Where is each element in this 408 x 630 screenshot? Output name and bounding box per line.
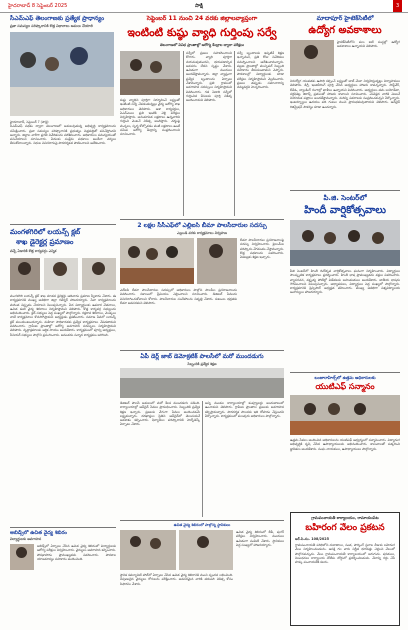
photo-hindi-event <box>290 220 400 266</box>
page-number: 3 <box>393 0 402 12</box>
body-right1-side: హైటెక్‌సిటీలోని పలు ఐటీ సంస్థల్లో ఉద్యోగ అవకాశాలు ఉన్నాయని తెలిపారు. <box>337 40 400 49</box>
divider <box>120 520 284 521</box>
subhead-mid: ఎల్లుండి వరకు కార్యక్రమాలు నిర్వహణ <box>177 231 227 235</box>
headline-mid: 2 లక్షల సీసీఎఫ్‌లో ఎల్లిఐసి బీమా పాలసీదారుల సదస్సు <box>137 222 267 229</box>
masthead: సాక్షి <box>195 3 203 9</box>
headline2-right2: హిందీ వార్షికోత్సవాలు <box>304 205 386 216</box>
page-date: హైదరాబాద్ 8 సెప్టెంబర్ 2025 <box>8 3 68 9</box>
notice-body: గ్రామపంచాయతీ పరిధిలోని దుకాణాలు, సంత, పార్కింగ్ స్థలాల లీజుకు బహిరంగ వేలం నిర్వహించబడును. ఆసక్తి గల వారు నిర్ణీత ధరావత్తు చెల్లించి వేలంలో పాల్గొనవచ్చును. వేలం గ్రామపంచాయతీ కార్యాలయంలో జరుగును. షరతులు, నిబంధనలు కార్యాలయ నోటీసు బోర్డులో ప్రదర్శించబడును. వేలాన్ని రద్దు చేసే హక్కు పంచాయతీకి కలదు. <box>295 543 395 565</box>
headline2-right1: ఉద్యోగ అవకాశాలు <box>308 25 382 36</box>
headline-left3: అబిడ్స్‌లో ఉచిత వైద్య శిబిరం <box>10 530 67 536</box>
headline-right1: మాదాపూర్ హైటెక్‌సిటీలో <box>316 15 374 22</box>
body-main-col2: సర్వేలో ప్రజలు సహకరించాలని కోరారు. వ్యాధి పూర్తిగా నయమవుతుందని, భయపడాల్సిన అవసరం లేదని స్పష్టం చేశారు. ఉచితంగా మందులు అందజేస్తామన్నారు. జిల్లా వ్యాప్తంగా ప్రత్యేక బృందాలను ఏర్పాటు చేశామన్నారు. ప్రతి గ్రామంలో అవగాహన సదస్సులు నిర్వహిస్తామని వివరించారు. గత ఏడాది సర్వేలో గుర్తించిన కేసులకు పూర్తి చికిత్స అందించామని తెలిపారు. <box>186 51 232 103</box>
divider <box>120 219 284 220</box>
column-rule <box>234 51 235 216</box>
photo-camp-1 <box>120 530 176 570</box>
kicker-main: సెప్టెంబర్ 11 నుంచి 24 వరకు జిల్లాలవ్యాప్తంగా <box>146 15 258 22</box>
byline-a1: హైదరాబాద్, సెప్టెంబర్ 7 (సాక్షి): <box>10 120 50 124</box>
headline2-left2: శాఖ డైరెక్టర్ల ప్రమాణం <box>16 238 74 246</box>
photo-portrait-1 <box>10 258 40 290</box>
notice-issuer: గ్రామపంచాయతీ కార్యాలయం, రామాయంపేట <box>311 515 379 520</box>
body-right3: ఉత్తమ సేవలు అందించిన అధికారులను యుటిఎఫ్ ఆధ్వర్యంలో సన్మానించారు. విద్యారంగ అభివృద్ధికి కృషి చేసిన ఉపాధ్యాయులను అభినందించారు. శాలువాలతో సత్కరించి జ్ఞాపికలు అందజేశారు. సంఘ నాయకులు, ఉపాధ్యాయులు పాల్గొన్నారు. <box>290 438 400 451</box>
photo-office <box>120 368 284 398</box>
headline-right2: పి.జి. సెంటర్‌లో <box>323 194 367 202</box>
photo-portrait-2 <box>44 258 78 290</box>
page-header-bar <box>0 0 408 13</box>
photo-felicitation <box>290 395 400 435</box>
subhead-left2: వచ్చే ఏడాదికి కొత్త కార్యవర్గం ఎన్నిక <box>10 249 57 253</box>
body-mid: ఎల్ఐసి బీమా పాలసీదారుల సదస్సులో అధికారులు పాల్గొని పాలసీల ప్రయోజనాలను వివరించారు. సకాలంలో ప్రీమియం చెల్లించాలని సూచించారు. డిజిటల్ సేవలను వినియోగించుకోవాలని కోరారు. పాలసీదారుల సందేహాలను నివృత్తి చేశారు. కుటుంబ భద్రతకు బీమా అవసరమని తెలిపారు. <box>120 288 237 305</box>
body-mid2-col1: డిజిటల్ పాలసీ అమలులో మరో కీలక ముందడుగు పడింది. కార్యాలయాల్లో ఆన్‌లైన్ సేవలు ప్రారంభించారు. సిబ్బందికి ప్రత్యేక శిక్షణ ఇచ్చారు. ప్రజలకు వేగంగా సేవలు అందించడమే లక్ష్యమన్నారు. దరఖాస్తుల స్థితిని ఆన్‌లైన్‌లో తెలుసుకునే అవకాశం కల్పించారు. ఫిర్యాదుల పరిష్కారానికి హెల్ప్‌డెస్క్ ఏర్పాటు చేశారు. <box>120 401 200 427</box>
photo-small-portrait <box>10 544 34 570</box>
body-bottom-mid: స్థానిక కమ్యూనిటీ హాల్‌లో ఏర్పాటు చేసిన ఉచిత వైద్య శిబిరానికి మంచి స్పందన లభించింది. నిపుణులైన వైద్యులు రోగులను పరీక్షించారు. అవసరమైన వారికి తదుపరి చికిత్స కోసం సిఫారసు చేశారు. <box>120 573 233 586</box>
headline-left2: మంగళగిరిలో లయన్స్ క్లబ్ <box>10 228 81 236</box>
divider <box>120 350 284 351</box>
divider <box>290 190 400 191</box>
headline2-right3: యుటిఎఫ్ సన్మానం <box>315 382 375 391</box>
divider <box>10 224 116 225</box>
body-left2: మంగళగిరి లయన్స్ క్లబ్ శాఖ నూతన డైరెక్టర్లు ఆదివారం ప్రమాణ స్వీకారం చేశారు. ఈ కార్యక్రమానికి ముఖ్య అతిథిగా జిల్లా గవర్నర్ హాజరయ్యారు. సేవా కార్యక్రమాలను మరింత విస్తృతం చేయాలని పిలుపునిచ్చారు. పేద విద్యార్థులకు ఉపకార వేతనాలు, ఉచిత కంటి వైద్య శిబిరాలు నిర్వహిస్తామని తెలిపారు. కొత్త కార్యవర్గ సభ్యులను అభినందించారు. క్లబ్ సభ్యులు పెద్ద సంఖ్యలో పాల్గొన్నారు. రక్తదాన శిబిరాలు, మొక్కలు నాటే కార్యక్రమాలు కొనసాగిస్తామని అధ్యక్షుడు ప్రకటించారు. సమాజ సేవలో లయన్స్ క్లబ్ ముందుంటుందన్నారు. మహిళా సాధికారతకు ప్రత్యేక కార్యక్రమాలు చేపడతామని వివరించారు. గ్రామీణ ప్రాంతాల్లో ఆరోగ్య అవగాహన సదస్సులు నిర్వహిస్తామని తెలిపారు. వృద్ధాశ్రమాలకు ఆర్థిక సాయం అందజేశారు. కార్యక్రమంలో పూర్వ అధ్యక్షులు, సీనియర్ సభ్యులు పాల్గొని ప్రసంగించారు. అనంతరం సన్మాన కార్యక్రమం జరిగింది. <box>10 294 116 337</box>
photo-portrait-3 <box>82 258 116 290</box>
headline-mid2: ఏపీ డెర్ల్ జాబ్ డెమోక్రటిక్ పాలసీలో మరో ముందడుగు <box>140 353 264 360</box>
notice-title: బహిరంగ వేలం ప్రకటన <box>305 523 385 533</box>
divider <box>10 527 116 528</box>
headline-a1: సీఎమ్‌ఎఫ్ తెలంగాణకు ప్రత్యేక ప్రాధాన్యం <box>10 15 105 22</box>
photo-camp-2 <box>179 530 233 570</box>
body-main-col3: సర్వే బృందాలకు ఇప్పటికే శిక్షణ ఇచ్చామని, ప్రతి రోజు నివేదికలు సమర్పించాలని ఆదేశించామన్నారు. పట్టణ ప్రాంతాల్లో మున్సిపల్ సిబ్బంది సహకారం తీసుకుంటామని చెప్పారు. పాఠశాలల్లో విద్యార్థులకు కూడా పరీక్షలు నిర్వహిస్తామని వెల్లడించారు. ప్రజలు తప్పుడు సమాచారాన్ని నమ్మవద్దని హెచ్చరించారు. <box>237 51 284 90</box>
body-mid-side: బీమా పాలసీదారుల ప్రయోజనాలపై సదస్సు నిర్వహించారు. క్లెయిమ్‌ల పరిష్కారం వేగవంతం చేస్తామన్నారు. కొత్త పథకాలను వివరించారు. ఏజెంట్లకు శిక్షణ ఇచ్చారు. <box>240 238 284 260</box>
subhead-a1: ప్రజా సమస్యల పరిష్కారానికి కొత్త విధానాలు అమలు చేయాలి <box>10 24 93 28</box>
public-notice-box <box>290 512 400 626</box>
photo-meeting <box>10 32 114 116</box>
column-rule <box>183 51 184 216</box>
notice-ref: ఆర్.సి.నం. 108/2025 <box>295 537 329 541</box>
body-left3: అబిడ్స్‌లో ఏర్పాటు చేసిన ఉచిత వైద్య శిబిరంలో విద్యార్థులకు ఆరోగ్య పరీక్షలు నిర్వహించారు. వైద్యులు అవగాహన కల్పించారు. పోషకాహారం ప్రాముఖ్యతను వివరించారు. పాఠశాల యాజమాన్యం సహకారం అందించింది. <box>37 544 116 561</box>
caption-bottom-mid: ఉచిత వైద్య శిబిరంలో పాల్గొన్న స్థానికులు <box>173 523 231 527</box>
subhead-left3: విద్యార్థులకు అవగాహన <box>10 537 42 541</box>
subhead-mid2: సిబ్బందికి ప్రత్యేక శిక్షణ <box>187 362 217 366</box>
divider <box>290 372 400 373</box>
body-mid2-col2: అన్ని మండల కార్యాలయాల్లో కంప్యూటర్లు అందుబాటులో ఉంచామని తెలిపారు. గ్రామీణ ప్రాంతాల ప్రజలకు అవగాహన కల్పిస్తామన్నారు. పారదర్శక పాలనకు ఇది దోహదం చేస్తుందని పేర్కొన్నారు. కార్యక్రమంలో పలువురు అధికారులు పాల్గొన్నారు. <box>205 401 284 418</box>
body-a1: హైదరాబాద్, సెప్టెంబర్ 7 (సాక్షి): సీఎమ్ఎఫ్ పథకం ద్వారా తెలంగాణలో అమలవుతున్న అభివృద్ధి కార్యక్రమాలను సమీక్షించారు. ప్రజా సమస్యల పరిష్కారానికి ప్రభుత్వం చిత్తశుద్ధితో పనిచేస్తోందని అన్నారు. జిల్లాల వారీగా ప్రగతి నివేదికలను పరిశీలించారు. అధికారులు సమన్వయంతో పనిచేయాలని సూచించారు. పేదలకు సంక్షేమ పథకాలు అందేలా చర్యలు తీసుకోవాలన్నారు. నిధుల వినియోగంపై పారదర్శకత పాటించాలని ఆదేశించారు. <box>10 120 116 146</box>
photo-survey <box>120 51 180 95</box>
body-right1: నిరుద్యోగ యువతకు ఉపాధి కల్పించే లక్ష్యంతో జాబ్ మేళా నిర్వహిస్తున్నట్లు నిర్వాహకులు తెలిపారు. డిగ్రీ, ఇంజినీరింగ్ పూర్తి చేసిన అభ్యర్థులు హాజరు కావచ్చన్నారు. సాఫ్ట్‌వేర్, బీపీఓ, బ్యాంకింగ్ రంగాల్లో ఖాళీలు ఉన్నాయని వివరించారు. అభ్యర్థులు తమ బయోడేటా, సర్టిఫికెట్ల జిరాక్స్ ప్రతులతో హాజరు కావాలని సూచించారు. ఎంపికైన వారికి వెంటనే నియామక పత్రాలు అందజేస్తామన్నారు. మరిన్ని వివరాలకు సంప్రదించవచ్చని పేర్కొన్నారు. ఇంటర్వ్యూలు ఉదయం పది గంటల నుంచి ప్రారంభమవుతాయని తెలిపారు. ఆన్‌లైన్ రిజిస్ట్రేషన్ సౌకర్యం కూడా ఉందన్నారు. <box>290 79 400 109</box>
photo-speaker <box>197 238 237 284</box>
headline-right3: బంజారాహిల్స్‌లో ఉత్తమ అధికారులకు <box>314 375 376 380</box>
column-rule <box>202 401 203 517</box>
body-bottom-mid-side: ఉచిత వైద్య శిబిరంలో బీపీ, షుగర్ పరీక్షలు నిర్వహించారు. మందులు ఉచితంగా పంపిణీ చేశారు. స్థానికులు పెద్ద సంఖ్యలో హాజరయ్యారు. <box>236 530 284 547</box>
subhead-main: తెలంగాణలో వివిధ ప్రాంతాల్లో ఆరోగ్య కేంద్రాల ద్వారా పరీక్షలు <box>160 43 244 47</box>
photo-seminar <box>120 238 194 284</box>
body-main-col1: కుష్ఠు వ్యాధిని పూర్తిగా నిర్మూలించే లక్ష్యంతో ఇంటింటి సర్వే చేపడుతున్నట్లు వైద్య ఆరోగ్య శాఖ అధికారులు తెలిపారు. ఆశా కార్యకర్తలు, ఏఎన్ఎంలు ప్రతి ఇంటికి వెళ్లి పరీక్షలు నిర్వహిస్తారు. అనుమానిత లక్షణాలు ఉన్నవారిని గుర్తించి వెంటనే చికిత్స అందిస్తారు. చర్మంపై మచ్చలు, స్పర్శ కోల్పోవడం వంటి లక్షణాలు ఉంటే సమీప ఆరోగ్య కేంద్రాన్ని సంప్రదించాలని సూచించారు. <box>120 98 180 137</box>
headline-main: ఇంటింటి కుష్ఠు వ్యాధి గుర్తింపు సర్వే <box>127 26 277 39</box>
body-right2: పీజీ సెంటర్‌లో హిందీ దినోత్సవ వార్షికోత్సవాలు ఘనంగా నిర్వహించారు. విద్యార్థులు సాంస్కృతిక కార్యక్రమాలు ప్రదర్శించారు. హిందీ భాష ప్రాముఖ్యతను వక్తలు వివరించారు. వ్యాసరచన, వక్తృత్వ పోటీల్లో విజేతలకు బహుమతులు అందజేశారు. జాతీయ భాషను గౌరవించాలని పిలుపునిచ్చారు. అధ్యాపకులు, విద్యార్థులు పెద్ద సంఖ్యలో పాల్గొన్నారు. కార్యక్రమానికి ప్రిన్సిపాల్ అధ్యక్షత వహించారు. ముఖ్య అతిథిగా విశ్వవిద్యాలయ ఆచార్యులు హాజరయ్యారు. <box>290 269 400 295</box>
photo-jobs <box>290 40 334 76</box>
